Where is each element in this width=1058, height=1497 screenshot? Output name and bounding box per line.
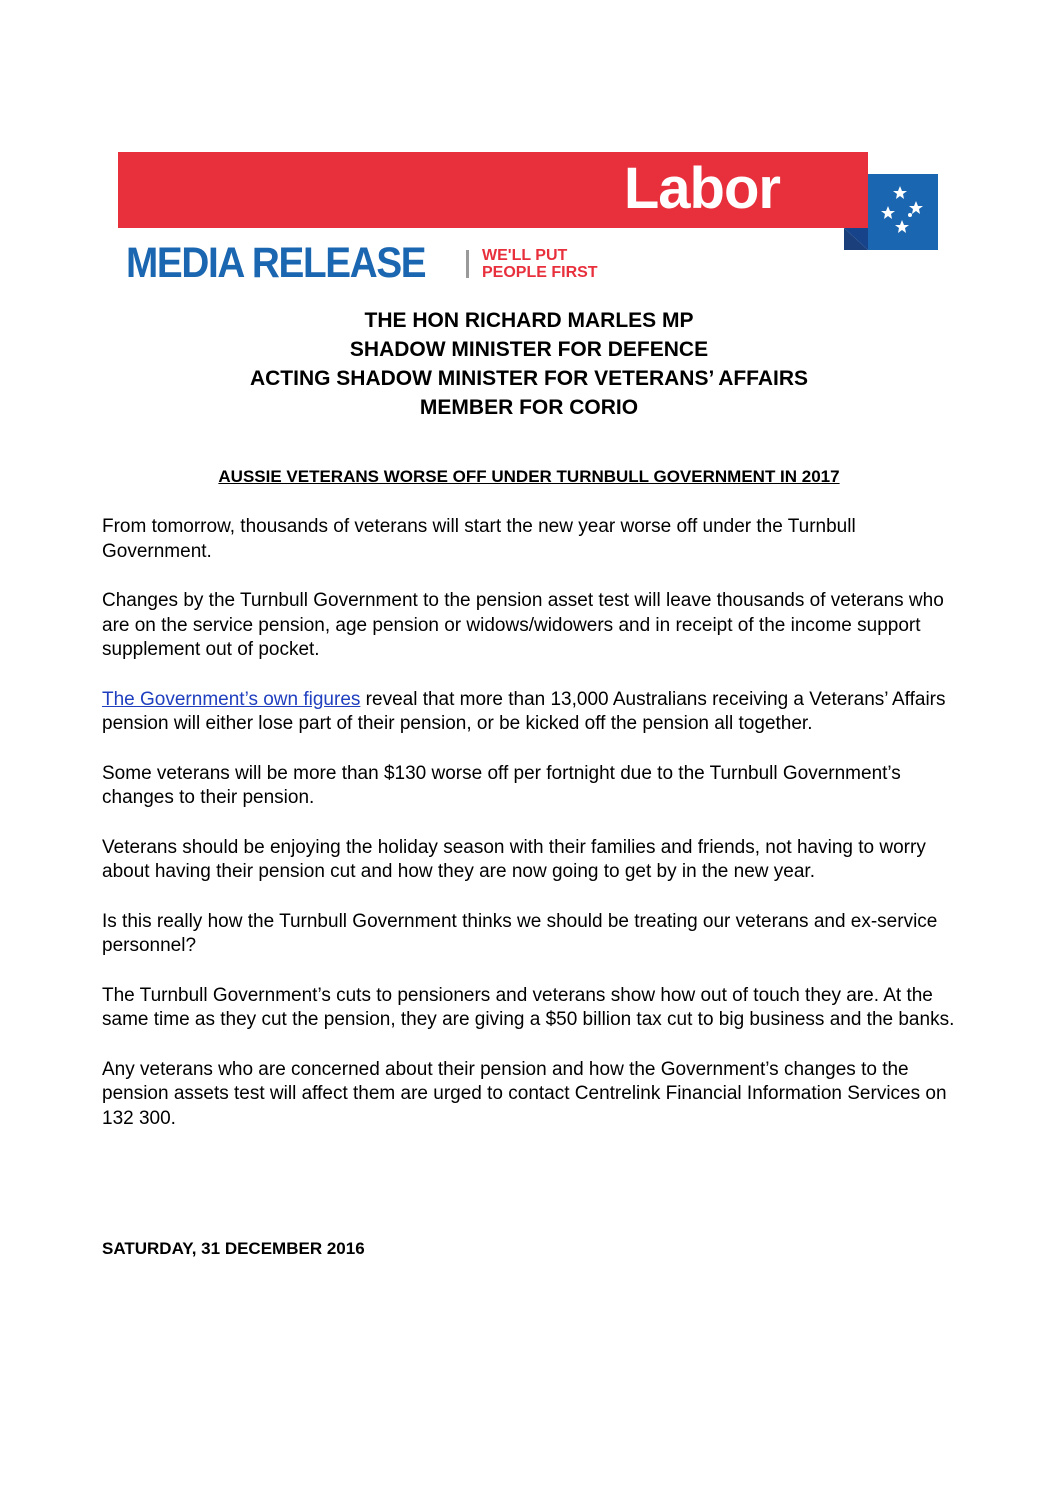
release-body — [102, 515, 962, 1156]
tagline-line-1: WE'LL PUT — [482, 247, 568, 264]
minister-electorate: MEMBER FOR CORIO — [419, 396, 639, 419]
labor-logo-text: Labor — [623, 156, 780, 221]
minister-role-defence: SHADOW MINISTER FOR DEFENCE — [349, 338, 709, 361]
paragraph-7: The Turnbull Government’s cuts to pensioners and veterans show how out of touch they are. At the same time as they cut the pension, they are giving a $50 billion tax cut to big business and the banks. — [102, 984, 955, 1030]
paragraph-3-text: reveal that more than 13,000 Australians receiving a Veterans’ Affairs pension will either lose part of their pension, or be kicked off the pension all together. — [102, 688, 946, 734]
paragraph-1: From tomorrow, thousands of veterans will start the new year worse off under the Turnbull Government. — [102, 516, 856, 562]
minister-title-block — [0, 306, 1058, 422]
banner-red-bar — [118, 152, 868, 228]
paragraph-2: Changes by the Turnbull Government to the pension asset test will leave thousands of veterans who are on the service pension, age pension or widows/widowers and in receipt of the income support supplement out of pocket. — [102, 590, 944, 660]
southern-cross-flag-icon — [844, 174, 938, 250]
paragraph-3 — [102, 688, 962, 737]
release-headline: AUSSIE VETERANS WORSE OFF UNDER TURNBULL GOVERNMENT IN 2017 — [218, 467, 840, 486]
government-figures-link[interactable]: The Government’s own figures — [102, 688, 361, 710]
media-release-label: MEDIA RELEASE — [126, 239, 426, 287]
release-date: SATURDAY, 31 DECEMBER 2016 — [102, 1239, 365, 1258]
tagline — [482, 247, 598, 281]
minister-name: THE HON RICHARD MARLES MP — [364, 309, 694, 332]
paragraph-6: Is this really how the Turnbull Government thinks we should be treating our veterans and ex-service personnel? — [102, 910, 938, 956]
labor-banner — [118, 152, 938, 252]
paragraph-5: Veterans should be enjoying the holiday season with their families and friends, not having to worry about having their pension cut and how they are now going to get by in the new year. — [102, 836, 926, 882]
paragraph-4: Some veterans will be more than $130 worse off per fortnight due to the Turnbull Government’s changes to their pension. — [102, 762, 901, 808]
minister-role-veterans: ACTING SHADOW MINISTER FOR VETERANS’ AFFAIRS — [249, 367, 809, 390]
header-divider — [466, 250, 469, 278]
paragraph-8: Any veterans who are concerned about their pension and how the Government’s changes to the pension assets test will affect them are urged to contact Centrelink Financial Information Services on 132 300. — [102, 1058, 947, 1129]
tagline-line-2: PEOPLE FIRST — [482, 264, 598, 281]
